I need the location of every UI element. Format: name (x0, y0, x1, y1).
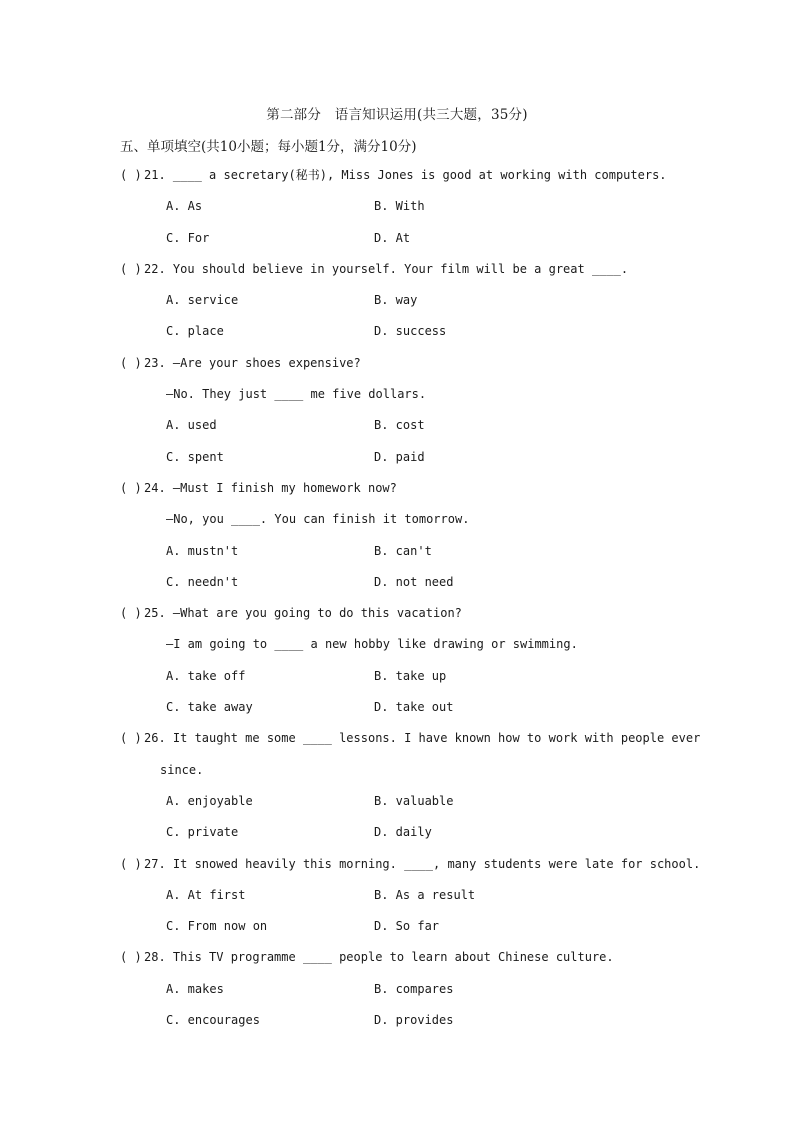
options-row (120, 322, 720, 353)
question-stem (120, 260, 720, 291)
options-row (120, 980, 720, 1011)
answer-blank: ( ) (120, 950, 142, 965)
options-row (120, 917, 720, 948)
answer-blank: ( ) (120, 731, 142, 746)
question-item (120, 260, 720, 354)
option: D. take out (374, 700, 454, 715)
question-stem (120, 166, 720, 197)
options-row (120, 291, 720, 322)
option: A. take off (166, 668, 246, 683)
answer-blank: ( ) (120, 261, 142, 276)
question-item (120, 604, 720, 729)
option: D. daily (374, 825, 432, 840)
option: C. take away (166, 700, 253, 715)
option: C. place (166, 324, 224, 339)
question-text: This TV programme ____ people to learn about Chinese culture. (165, 950, 614, 965)
question-number: 26. (144, 731, 166, 746)
option: D. not need (374, 574, 454, 589)
answer-blank: ( ) (120, 856, 142, 871)
question-stem (120, 354, 720, 385)
answer-blank: ( ) (120, 355, 142, 370)
question-text: —Must I finish my homework now? (165, 480, 397, 495)
options-row (120, 823, 720, 854)
options-row (120, 667, 720, 698)
options-row (120, 573, 720, 604)
option: D. At (374, 230, 411, 245)
question-number: 21. (144, 168, 166, 182)
option: B. take up (374, 668, 447, 683)
question-number: 23. (144, 355, 166, 370)
option: A. As (166, 199, 203, 214)
option: B. way (374, 293, 418, 308)
options-row (120, 229, 720, 260)
options-row (120, 792, 720, 823)
question-number: 24. (144, 480, 166, 495)
question-stem (120, 479, 720, 510)
question-stem (120, 729, 720, 760)
options-row (120, 698, 720, 729)
answer-blank: ( ) (120, 480, 142, 495)
option: B. cost (374, 418, 425, 433)
dialog-line: —No, you ____. You can finish it tomorrow. (166, 512, 470, 527)
dialog-line: —No. They just ____ me five dollars. (166, 387, 427, 402)
option: A. At first (166, 887, 246, 902)
question-text: ____ a secretary(秘书), Miss Jones is good at working with computers. (165, 168, 667, 182)
options-row (120, 448, 720, 479)
option: C. needn't (166, 574, 239, 589)
question-item (120, 729, 720, 854)
options-row (120, 416, 720, 447)
option: A. service (166, 293, 239, 308)
option: B. valuable (374, 793, 454, 808)
question-number: 28. (144, 950, 166, 965)
question-text: —What are you going to do this vacation? (165, 606, 462, 621)
question-text: —Are your shoes expensive? (165, 355, 361, 370)
option: B. With (374, 199, 425, 214)
question-text: It snowed heavily this morning. ____, many students were late for school. (165, 856, 701, 871)
option: B. As a result (374, 887, 476, 902)
question-item (120, 855, 720, 949)
option: C. encourages (166, 1013, 260, 1028)
option: D. provides (374, 1013, 454, 1028)
options-row (120, 197, 720, 228)
question-text: It taught me some ____ lessons. I have known how to work with people ever (165, 731, 701, 746)
question-stem (120, 948, 720, 979)
question-item (120, 948, 720, 1042)
question-continuation: since. (160, 762, 204, 777)
question-number: 25. (144, 606, 166, 621)
options-row (120, 1011, 720, 1042)
options-row (120, 886, 720, 917)
option: A. enjoyable (166, 793, 253, 808)
option: C. private (166, 825, 239, 840)
question-number: 22. (144, 261, 166, 276)
option: C. For (166, 230, 210, 245)
question-item (120, 354, 720, 479)
option: C. From now on (166, 919, 268, 934)
dialog-line: —I am going to ____ a new hobby like drawing or swimming. (166, 637, 578, 652)
answer-blank: ( ) (120, 168, 142, 182)
option: A. mustn't (166, 543, 239, 558)
answer-blank: ( ) (120, 606, 142, 621)
option: D. paid (374, 449, 425, 464)
option: D. success (374, 324, 447, 339)
section-title: 五、单项填空(共10小题；每小题1分，满分10分) (120, 139, 417, 155)
question-stem (120, 855, 720, 886)
option: B. compares (374, 981, 454, 996)
option: B. can't (374, 543, 432, 558)
question-item (120, 166, 720, 260)
options-row (120, 542, 720, 573)
question-number: 27. (144, 856, 166, 871)
option: D. So far (374, 919, 440, 934)
question-list (120, 166, 720, 1042)
part-title: 第二部分 语言知识运用(共三大题，35分) (266, 107, 528, 123)
question-stem (120, 604, 720, 635)
option: C. spent (166, 449, 224, 464)
option: A. makes (166, 981, 224, 996)
question-text: You should believe in yourself. Your film will be a great ____. (165, 261, 629, 276)
option: A. used (166, 418, 217, 433)
question-item (120, 479, 720, 604)
